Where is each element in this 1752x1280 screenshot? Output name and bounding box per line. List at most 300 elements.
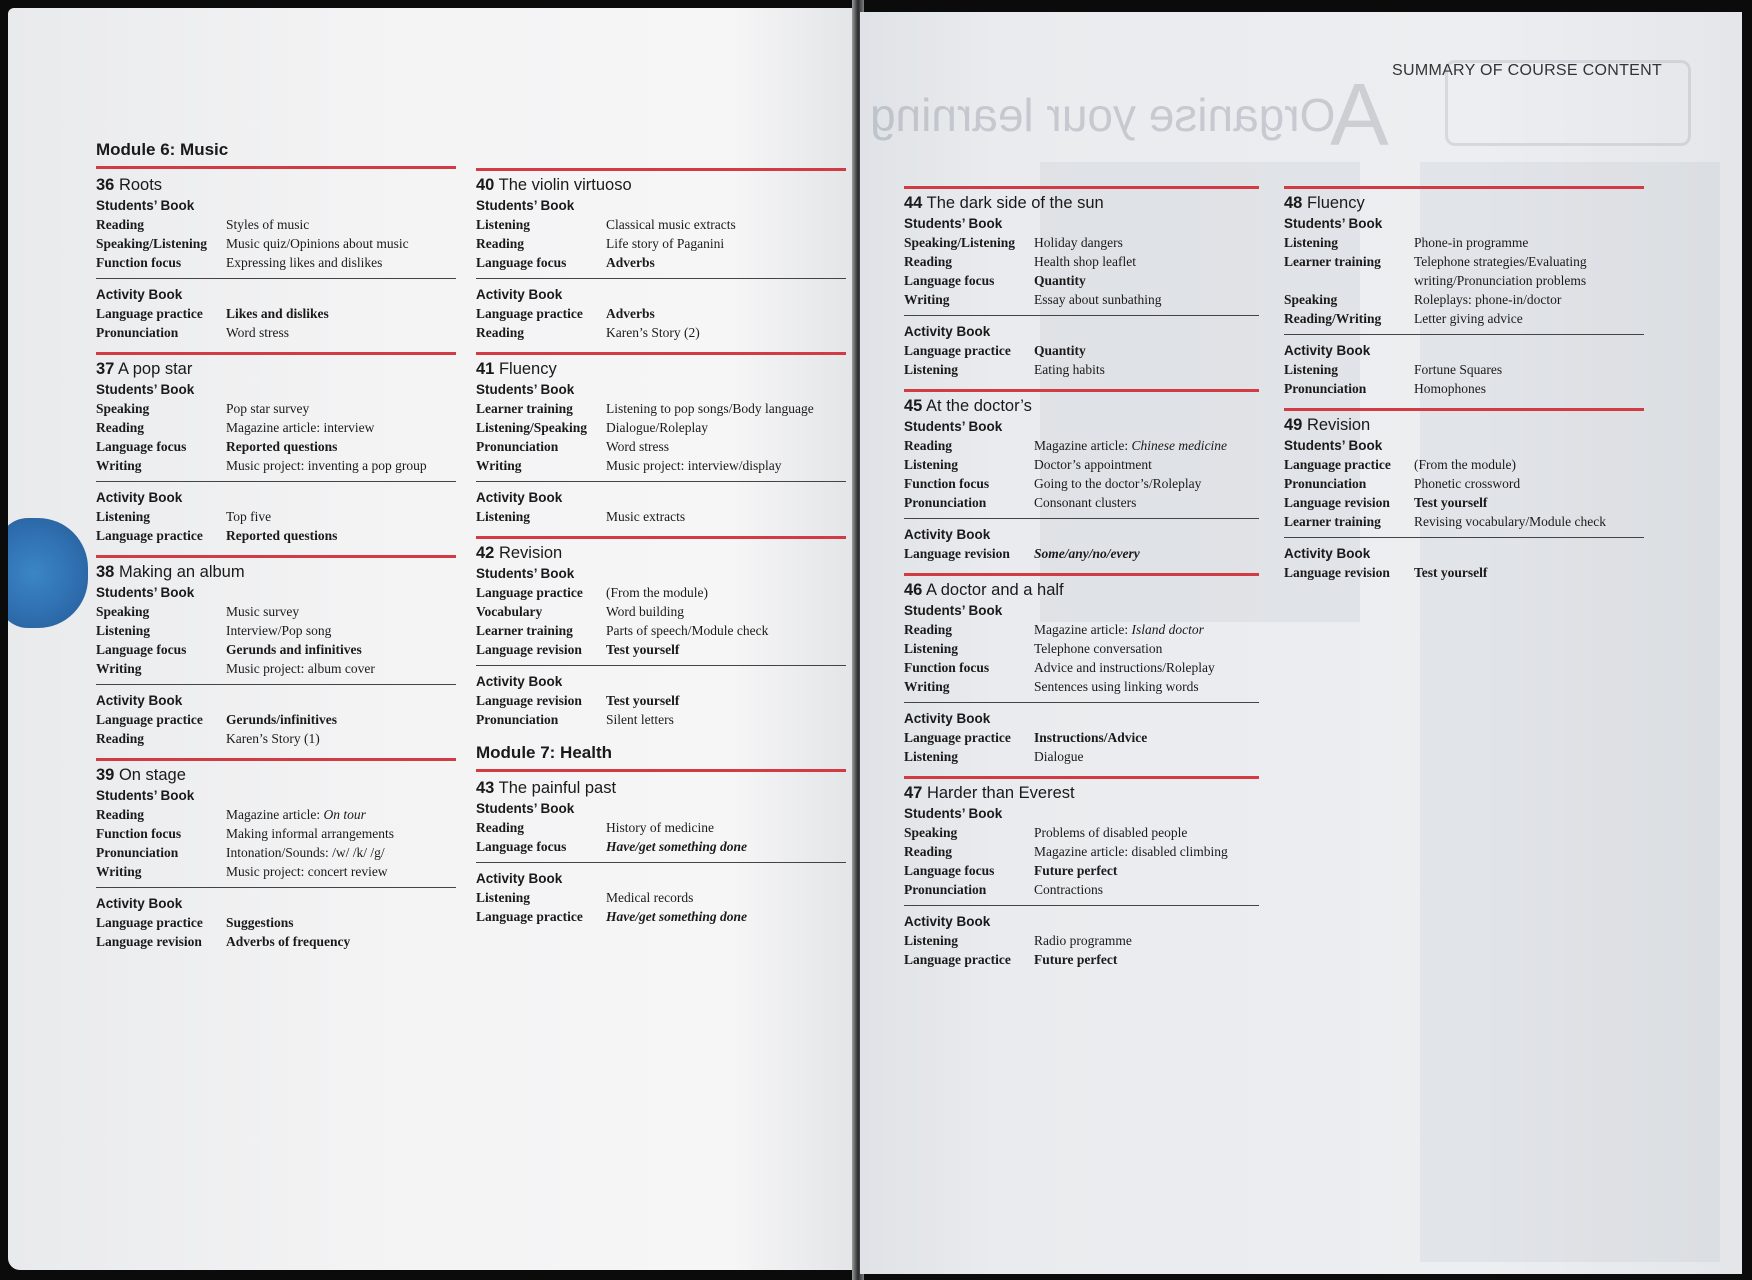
content-row: [476, 253, 846, 272]
content-row: [476, 418, 846, 437]
skill-label: Reading: [96, 807, 145, 822]
activity-text: [226, 215, 456, 234]
skill-label: Reading: [96, 217, 145, 232]
skill-label: Language revision: [96, 934, 202, 949]
activity-text: [606, 602, 846, 621]
content-row: [96, 253, 456, 272]
unit-title: [96, 765, 456, 786]
skill-label: Reading: [476, 236, 525, 251]
skill-label: Listening: [904, 749, 959, 764]
activity-text-plain: (From the module): [606, 585, 708, 600]
book-section: [1284, 214, 1644, 328]
activity-text: [606, 507, 846, 526]
activity-text-plain: Pop star survey: [226, 401, 310, 416]
unit-title-text: On stage: [118, 766, 186, 784]
content-row: [1284, 290, 1644, 309]
content-row: [96, 456, 456, 475]
content-row: [476, 602, 846, 621]
book-label: Activity Book: [96, 693, 183, 708]
skill-label: Writing: [96, 458, 142, 473]
content-row: [904, 474, 1259, 493]
skill-label: Listening: [904, 641, 959, 656]
book-section: [96, 196, 456, 272]
content-row: [96, 729, 456, 748]
activity-text: [226, 805, 456, 824]
left-page: [8, 8, 858, 1270]
activity-text: [1034, 880, 1259, 899]
content-row: [96, 621, 456, 640]
activity-text-plain: Intonation/Sounds: /w/ /k/ /g/: [226, 845, 385, 860]
content-row: [476, 456, 846, 475]
content-row: [96, 602, 456, 621]
unit-title: [476, 175, 846, 196]
unit-title: [904, 396, 1259, 417]
unit-number: 45: [904, 397, 923, 415]
content-row: [476, 437, 846, 456]
activity-text-plain: Doctor’s appointment: [1034, 457, 1152, 472]
book-label: Students’ Book: [904, 419, 1003, 434]
unit-number: 43: [476, 779, 495, 797]
book-section: [904, 518, 1259, 563]
content-row: [904, 252, 1259, 271]
skill-label: Language revision: [1284, 565, 1390, 580]
activity-text-plain: Karen’s Story (1): [226, 731, 320, 746]
content-row: [476, 837, 846, 856]
activity-text-plain: Adverbs of frequency: [226, 934, 351, 949]
unit-block: [476, 778, 846, 926]
activity-text-italic: Some/any/no/every: [1034, 546, 1140, 561]
content-row: [96, 932, 456, 951]
activity-text: [226, 710, 456, 729]
book-section: [904, 601, 1259, 696]
column-3: [904, 186, 1259, 979]
activity-text-plain: Test yourself: [1414, 495, 1488, 510]
skill-label: Listening: [96, 623, 151, 638]
activity-text: [1414, 455, 1644, 474]
book-label: Students’ Book: [96, 198, 195, 213]
unit-title-text: At the doctor’s: [926, 397, 1032, 415]
activity-text: [1414, 252, 1644, 290]
content-row: [476, 640, 846, 659]
content-row: [96, 526, 456, 545]
activity-text: [1414, 290, 1644, 309]
activity-text: [226, 507, 456, 526]
activity-text: [606, 640, 846, 659]
content-row: [96, 418, 456, 437]
activity-text: [606, 437, 846, 456]
activity-text: [606, 888, 846, 907]
unit-title: [904, 580, 1259, 601]
content-row: [1284, 474, 1644, 493]
content-row: [904, 544, 1259, 563]
unit-block: [904, 573, 1259, 766]
activity-text: [1414, 233, 1644, 252]
skill-label: Language practice: [96, 306, 203, 321]
activity-text: [1034, 842, 1259, 861]
skill-label: Language focus: [476, 255, 567, 270]
activity-text-plain: Medical records: [606, 890, 694, 905]
activity-text-plain: Health shop leaflet: [1034, 254, 1136, 269]
content-row: [1284, 360, 1644, 379]
book-section: [1284, 334, 1644, 398]
content-row: [96, 323, 456, 342]
unit-title-text: Fluency: [498, 360, 557, 378]
skill-label: Language focus: [904, 273, 995, 288]
content-row: [96, 399, 456, 418]
activity-text: [1034, 493, 1259, 512]
activity-text-plain: Magazine article: disabled climbing: [1034, 844, 1228, 859]
activity-text: [1034, 931, 1259, 950]
content-row: [904, 658, 1259, 677]
activity-text-plain: Magazine article:: [1034, 622, 1132, 637]
activity-text: [606, 710, 846, 729]
skill-label: Reading: [476, 325, 525, 340]
activity-text-plain: Magazine article:: [226, 807, 324, 822]
content-row: [1284, 252, 1644, 290]
content-row: [96, 710, 456, 729]
book-section: [476, 665, 846, 729]
book-section: [96, 380, 456, 475]
activity-text-plain: Telephone conversation: [1034, 641, 1163, 656]
activity-text-plain: Word building: [606, 604, 685, 619]
content-row: [96, 215, 456, 234]
skill-label: Language revision: [1284, 495, 1390, 510]
activity-text-plain: Revising vocabulary/Module check: [1414, 514, 1606, 529]
content-row: [476, 621, 846, 640]
book-label: Activity Book: [1284, 546, 1371, 561]
book-label: Activity Book: [1284, 343, 1371, 358]
skill-label: Writing: [96, 661, 142, 676]
skill-label: Writing: [96, 864, 142, 879]
activity-text-plain: Radio programme: [1034, 933, 1132, 948]
unit-title: [904, 193, 1259, 214]
book-section: [476, 799, 846, 856]
content-row: [904, 728, 1259, 747]
content-row: [1284, 512, 1644, 531]
skill-label: Language focus: [96, 642, 187, 657]
activity-text-plain: (From the module): [1414, 457, 1516, 472]
skill-label: Pronunciation: [1284, 476, 1367, 491]
content-row: [904, 620, 1259, 639]
activity-text-plain: Dialogue/Roleplay: [606, 420, 708, 435]
book-section: [476, 380, 846, 475]
content-row: [96, 862, 456, 881]
unit-number: 46: [904, 581, 923, 599]
skill-label: Listening: [476, 890, 531, 905]
unit-block: [96, 758, 456, 951]
book-section: [476, 564, 846, 659]
activity-text: [1034, 728, 1259, 747]
book-label: Students’ Book: [904, 806, 1003, 821]
activity-text: [1034, 658, 1259, 677]
unit-title: [96, 562, 456, 583]
book-label: Activity Book: [476, 871, 563, 886]
activity-text-plain: Magazine article: interview: [226, 420, 375, 435]
book-label: Activity Book: [476, 674, 563, 689]
content-row: [96, 824, 456, 843]
content-row: [1284, 563, 1644, 582]
content-row: [904, 455, 1259, 474]
activity-text: [606, 304, 846, 323]
book-label: Activity Book: [96, 490, 183, 505]
activity-text-plain: Going to the doctor’s/Roleplay: [1034, 476, 1202, 491]
activity-text-italic: Have/get something done: [606, 839, 747, 854]
skill-label: Listening: [904, 933, 959, 948]
book-section: [904, 804, 1259, 899]
skill-label: Pronunciation: [904, 495, 987, 510]
activity-text-italic: Island doctor: [1131, 622, 1204, 637]
content-row: [904, 880, 1259, 899]
skill-label: Pronunciation: [96, 325, 179, 340]
book-label: Activity Book: [96, 287, 183, 302]
unit-title-text: Revision: [1306, 416, 1371, 434]
book-label: Activity Book: [476, 287, 563, 302]
activity-text-plain: Roleplays: phone-in/doctor: [1414, 292, 1562, 307]
content-row: [476, 304, 846, 323]
right-page: [860, 12, 1742, 1274]
activity-text-plain: Word stress: [606, 439, 670, 454]
skill-label: Language revision: [476, 642, 582, 657]
activity-text-plain: Reported questions: [226, 439, 338, 454]
content-row: [476, 583, 846, 602]
activity-text-plain: Music project: inventing a pop group: [226, 458, 427, 473]
skill-label: Listening: [476, 509, 531, 524]
content-row: [476, 907, 846, 926]
content-row: [904, 639, 1259, 658]
activity-text: [226, 602, 456, 621]
book-section: [96, 481, 456, 545]
activity-text: [1034, 620, 1259, 639]
activity-text-plain: History of medicine: [606, 820, 714, 835]
activity-text-plain: Test yourself: [606, 642, 680, 657]
activity-text: [226, 659, 456, 678]
activity-text: [1034, 544, 1259, 563]
activity-text: [226, 640, 456, 659]
activity-text: [1034, 233, 1259, 252]
content-row: [904, 271, 1259, 290]
skill-label: Listening/Speaking: [476, 420, 588, 435]
activity-text-plain: Suggestions: [226, 915, 294, 930]
activity-text-plain: Gerunds and infinitives: [226, 642, 362, 657]
skill-label: Learner training: [1284, 514, 1381, 529]
activity-text: [1034, 677, 1259, 696]
skill-label: Pronunciation: [96, 845, 179, 860]
skill-label: Reading: [904, 622, 953, 637]
activity-text: [226, 824, 456, 843]
skill-label: Speaking: [96, 604, 150, 619]
unit-number: 40: [476, 176, 495, 194]
activity-text: [226, 456, 456, 475]
content-row: [904, 436, 1259, 455]
content-row: [476, 323, 846, 342]
activity-text-italic: On tour: [323, 807, 366, 822]
content-row: [476, 399, 846, 418]
activity-text-plain: Karen’s Story (2): [606, 325, 700, 340]
module-heading: Module 6: Music: [96, 140, 456, 169]
activity-text: [606, 234, 846, 253]
skill-label: Language practice: [96, 528, 203, 543]
activity-text: [1034, 861, 1259, 880]
content-row: [904, 747, 1259, 766]
skill-label: Language revision: [476, 693, 582, 708]
activity-text-plain: Test yourself: [606, 693, 680, 708]
activity-text-plain: Essay about sunbathing: [1034, 292, 1162, 307]
skill-label: Language practice: [904, 952, 1011, 967]
content-row: [96, 913, 456, 932]
activity-text-plain: Letter giving advice: [1414, 311, 1523, 326]
activity-text: [226, 323, 456, 342]
skill-label: Speaking: [96, 401, 150, 416]
activity-text: [1034, 360, 1259, 379]
skill-label: Language revision: [904, 546, 1010, 561]
activity-text: [226, 843, 456, 862]
activity-text-plain: Word stress: [226, 325, 290, 340]
unit-number: 39: [96, 766, 115, 784]
skill-label: Listening: [904, 362, 959, 377]
content-row: [476, 215, 846, 234]
activity-text-plain: Magazine article:: [1034, 438, 1132, 453]
content-row: [904, 842, 1259, 861]
skill-label: Language practice: [476, 306, 583, 321]
activity-text-plain: Fortune Squares: [1414, 362, 1503, 377]
book-label: Activity Book: [904, 324, 991, 339]
skill-label: Function focus: [904, 476, 990, 491]
column-4: [1284, 186, 1644, 592]
unit-title-text: A doctor and a half: [926, 581, 1064, 599]
unit-block: [96, 175, 456, 342]
skill-label: Language practice: [1284, 457, 1391, 472]
activity-text: [606, 456, 846, 475]
book-section: [476, 481, 846, 526]
skill-label: Pronunciation: [476, 712, 559, 727]
skill-label: Speaking/Listening: [96, 236, 208, 251]
skill-label: Language practice: [904, 343, 1011, 358]
activity-text-plain: Expressing likes and dislikes: [226, 255, 383, 270]
skill-label: Reading: [476, 820, 525, 835]
unit-number: 47: [904, 784, 923, 802]
activity-text: [1034, 271, 1259, 290]
book-section: [1284, 537, 1644, 582]
unit-number: 36: [96, 176, 115, 194]
skill-label: Reading/Writing: [1284, 311, 1382, 326]
activity-text: [226, 526, 456, 545]
book-section: [1284, 436, 1644, 531]
skill-label: Listening: [904, 457, 959, 472]
skill-label: Reading: [96, 420, 145, 435]
column-2: [476, 168, 846, 936]
unit-number: 38: [96, 563, 115, 581]
activity-text-plain: Homophones: [1414, 381, 1486, 396]
unit-number: 37: [96, 360, 115, 378]
skill-label: Pronunciation: [476, 439, 559, 454]
skill-label: Language focus: [904, 863, 995, 878]
activity-text: [1414, 493, 1644, 512]
activity-text-plain: Adverbs: [606, 255, 655, 270]
book-label: Activity Book: [904, 711, 991, 726]
activity-text: [226, 418, 456, 437]
book-label: Students’ Book: [904, 216, 1003, 231]
activity-text-plain: Consonant clusters: [1034, 495, 1137, 510]
content-row: [476, 888, 846, 907]
activity-text-plain: Music extracts: [606, 509, 686, 524]
skill-label: Reading: [904, 254, 953, 269]
book-label: Activity Book: [904, 914, 991, 929]
content-row: [476, 507, 846, 526]
unit-title-text: The painful past: [498, 779, 617, 797]
activity-text-plain: Holiday dangers: [1034, 235, 1123, 250]
activity-text: [606, 583, 846, 602]
book-label: Students’ Book: [96, 585, 195, 600]
book-label: Activity Book: [904, 527, 991, 542]
unit-block: [1284, 408, 1644, 582]
running-header: SUMMARY OF COURSE CONTENT: [1392, 62, 1663, 79]
book-label: Students’ Book: [476, 566, 575, 581]
skill-label: Learner training: [476, 401, 573, 416]
skill-label: Function focus: [96, 255, 182, 270]
book-section: [904, 702, 1259, 766]
activity-text: [1034, 252, 1259, 271]
unit-block: [904, 776, 1259, 969]
unit-title-text: Revision: [498, 544, 563, 562]
activity-text-plain: Life story of Paganini: [606, 236, 725, 251]
unit-title: [96, 175, 456, 196]
activity-text-plain: Telephone strategies/Evaluating writing/Pronunciation problems: [1414, 254, 1587, 288]
activity-text-plain: Listening to pop songs/Body language: [606, 401, 814, 416]
book-label: Students’ Book: [476, 382, 575, 397]
activity-text: [1034, 436, 1259, 455]
skill-label: Reading: [96, 731, 145, 746]
unit-block: [904, 186, 1259, 379]
activity-text: [1034, 747, 1259, 766]
unit-number: 49: [1284, 416, 1303, 434]
skill-label: Speaking: [904, 825, 958, 840]
skill-label: Language practice: [476, 909, 583, 924]
activity-text: [1414, 379, 1644, 398]
activity-text: [1034, 950, 1259, 969]
skill-label: Language focus: [476, 839, 567, 854]
skill-label: Learner training: [476, 623, 573, 638]
skill-label: Language practice: [476, 585, 583, 600]
content-row: [476, 710, 846, 729]
skill-label: Language practice: [96, 915, 203, 930]
activity-text: [226, 253, 456, 272]
book-label: Students’ Book: [96, 788, 195, 803]
unit-block: [96, 352, 456, 545]
activity-text-plain: Silent letters: [606, 712, 674, 727]
module-heading: Module 7: Health: [476, 743, 846, 772]
activity-text: [1414, 309, 1644, 328]
activity-text-plain: Future perfect: [1034, 863, 1118, 878]
activity-text-plain: Top five: [226, 509, 272, 524]
content-row: [904, 360, 1259, 379]
activity-text-plain: Problems of disabled people: [1034, 825, 1188, 840]
activity-text-plain: Gerunds/infinitives: [226, 712, 338, 727]
content-row: [96, 507, 456, 526]
activity-text-plain: Phonetic crossword: [1414, 476, 1521, 491]
activity-text: [226, 932, 456, 951]
activity-text: [606, 621, 846, 640]
skill-label: Language practice: [96, 712, 203, 727]
unit-title: [476, 359, 846, 380]
activity-text-plain: Phone-in programme: [1414, 235, 1529, 250]
activity-text: [1034, 823, 1259, 842]
activity-text: [226, 729, 456, 748]
activity-text: [1414, 360, 1644, 379]
skill-label: Reading: [904, 438, 953, 453]
activity-text: [1034, 341, 1259, 360]
unit-title-text: A pop star: [118, 360, 193, 378]
content-row: [96, 805, 456, 824]
